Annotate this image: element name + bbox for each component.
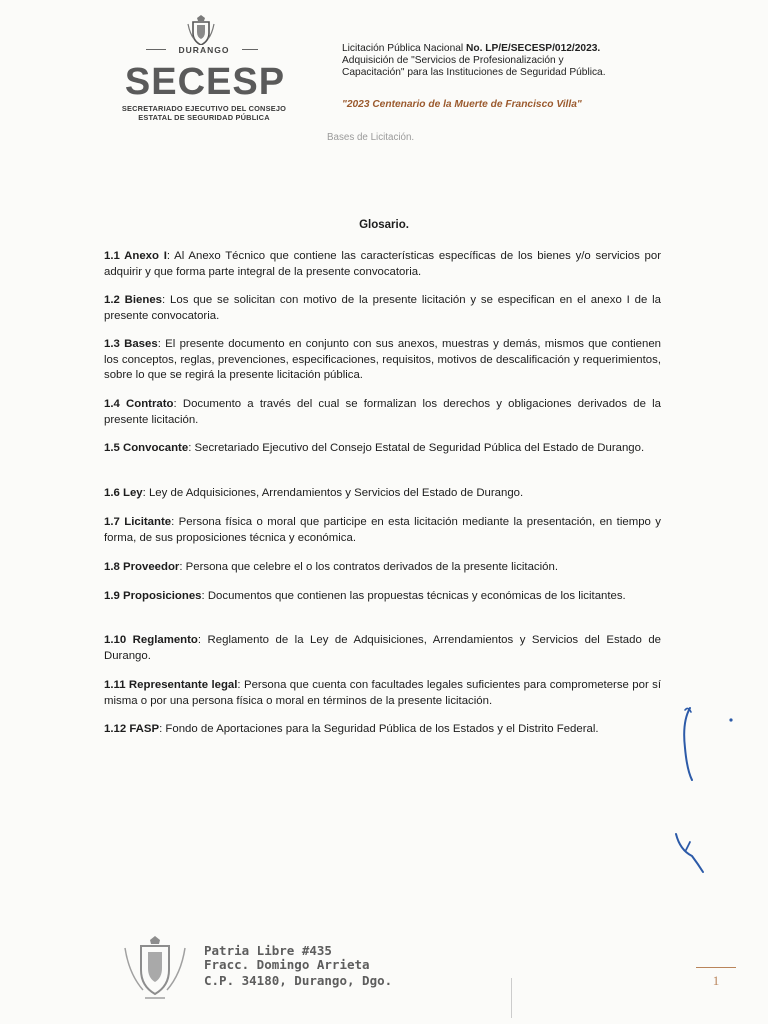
glossary-term: 1.7 Licitante [104, 516, 172, 528]
glossary-term: 1.3 Bases [104, 338, 158, 350]
section-name: Bases de Licitación. [327, 132, 415, 143]
glossary-item [104, 678, 661, 709]
glossary-title: Glosario. [359, 219, 409, 231]
glossary-item [104, 249, 661, 280]
logo-city: DURANGO [166, 45, 242, 55]
page-number: 1 [712, 973, 720, 988]
glossary-definition: : Ley de Adquisiciones, Arrendamientos y Servicios del Estado de Durango. [142, 487, 524, 499]
footer-address-line2: Fracc. Domingo Arrieta [204, 957, 370, 972]
glossary-term: 1.2 Bienes [104, 294, 163, 306]
glossary-term: 1.9 Proposiciones [104, 590, 202, 602]
glossary-term: 1.8 Proveedor [104, 561, 180, 573]
glossary-item [104, 633, 661, 664]
glossary-term: 1.6 Ley [104, 487, 143, 499]
glossary-term: 1.12 FASP [104, 723, 160, 735]
logo-name: SECESP [124, 61, 286, 103]
glossary-term: 1.4 Contrato [104, 398, 174, 410]
glossary-item [104, 589, 661, 605]
glossary-definition: : El presente documento en conjunto con sus anexos, muestras y demás, mismos que contienen los conceptos, reglas, prevenciones, especificaciones, requisitos, motivos de descalificación y requerimientos, sobre lo que se regirá la presente licitación pública. [104, 338, 661, 382]
signature-initials [668, 700, 738, 890]
glossary-definition: : Los que se solicitan con motivo de la presente licitación y se especifican en el anexo I de la presente convocatoria. [104, 294, 661, 322]
glossary-item [104, 515, 661, 546]
glossary-term: 1.10 Reglamento [104, 634, 198, 646]
tender-line2: Adquisición de "Servicios de Profesionalización y [342, 55, 564, 66]
glossary-term: 1.11 Representante legal [104, 679, 238, 691]
glossary-definition: : Reglamento de la Ley de Adquisiciones, Arrendamientos y Servicios del Estado de Durango. [104, 634, 661, 662]
glossary-definition: : Documentos que contienen las propuestas técnicas y económicas de los licitantes. [201, 590, 626, 602]
glossary-item [104, 397, 661, 428]
logo-subtitle-line2: ESTATAL DE SEGURIDAD PÚBLICA [138, 113, 270, 122]
glossary-item [104, 560, 661, 576]
footer-address-line1: Patria Libre #435 [204, 943, 332, 958]
tender-line1 [342, 43, 664, 55]
glossary-definition: : Documento a través del cual se formalizan los derechos y obligaciones derivados de la presente licitación. [104, 398, 662, 426]
glossary-definition: : Secretariado Ejecutivo del Consejo Estatal de Seguridad Pública del Estado de Durango. [188, 442, 645, 454]
glossary-definition: : Persona física o moral que participe en esta licitación mediante la presentación, en tiempo y forma, de sus proposiciones técnica y económica. [104, 516, 661, 544]
glossary-term: 1.5 Convocante [104, 442, 189, 454]
glossary-item [104, 337, 661, 384]
glossary-item [104, 293, 661, 324]
coat-of-arms-icon [186, 14, 216, 46]
glossary-definition: : Persona que cuenta con facultades legales suficientes para comprometerse por sí misma o por una persona física o moral en términos de la presente licitación. [104, 679, 661, 707]
glossary-item [104, 441, 661, 457]
footer-divider [511, 978, 512, 1018]
tender-line3: Capacitación" para las Instituciones de Seguridad Pública. [342, 67, 606, 78]
page-number-rule [696, 967, 736, 968]
glossary-definition: : Al Anexo Técnico que contiene las características específicas de los bienes y/o servicios por adquirir y que forma parte integral de la presente convocatoria. [104, 250, 662, 278]
glossary-item [104, 486, 661, 502]
footer-coat-of-arms-icon [115, 934, 195, 1004]
tender-number: No. LP/E/SECESP/012/2023. [466, 43, 601, 54]
glossary-definition: : Persona que celebre el o los contratos derivados de la presente licitación. [179, 561, 558, 573]
glossary-term: 1.1 Anexo I [104, 250, 167, 262]
glossary-item [104, 722, 661, 738]
glossary-definition: : Fondo de Aportaciones para la Seguridad Pública de los Estados y el Distrito Federal. [159, 723, 599, 735]
motto: "2023 Centenario de la Muerte de Francisco Villa" [342, 99, 582, 110]
logo-subtitle-line1: SECRETARIADO EJECUTIVO DEL CONSEJO [121, 104, 287, 113]
tender-type: Licitación Pública Nacional [342, 43, 464, 54]
footer-address-line3: C.P. 34180, Durango, Dgo. [204, 973, 393, 988]
